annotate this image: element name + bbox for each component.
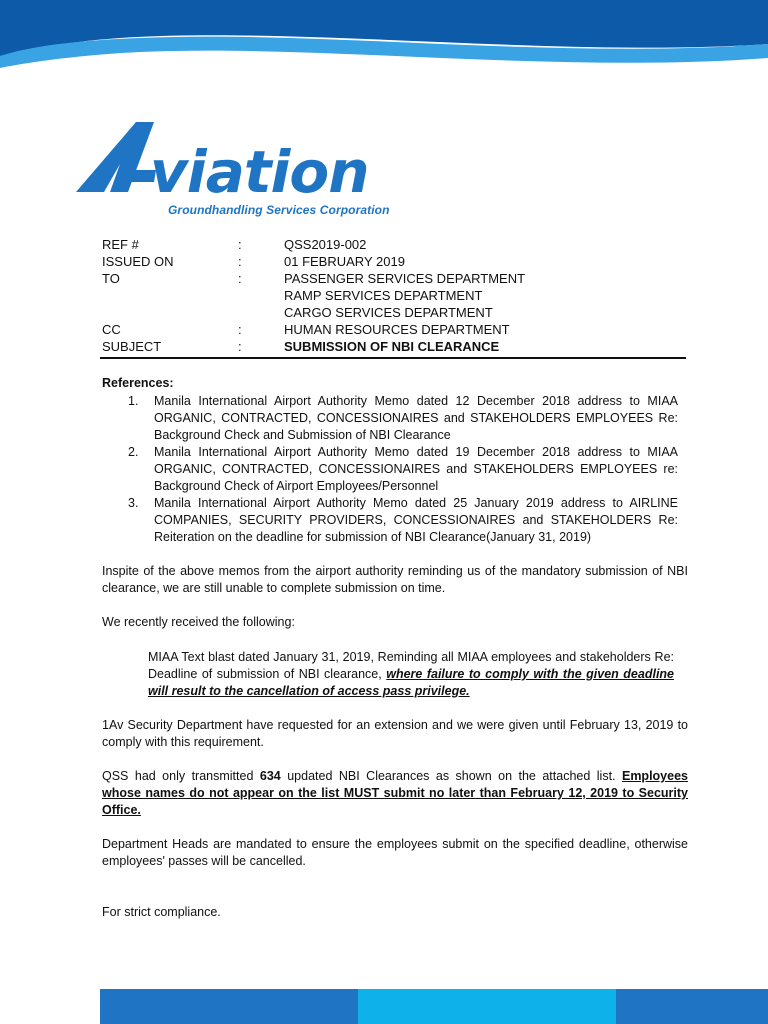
- paragraph-department-heads: Department Heads are mandated to ensure the employees submit on the specified deadline, otherwise employees' passes will be cancelled.: [102, 837, 688, 868]
- references-list: [102, 393, 688, 546]
- paragraph-extension: 1Av Security Department have requested for an extension and we were given until February 13, 2019 to comply with this requirement.: [102, 718, 688, 749]
- memo-header: [102, 236, 684, 355]
- to-label: TO: [102, 271, 120, 286]
- issued-value: 01 FEBRUARY 2019: [284, 254, 405, 269]
- to-label-blank: [102, 287, 238, 304]
- subject-label: SUBJECT: [102, 339, 162, 354]
- footer-bar-segment: [100, 989, 358, 1024]
- header-row-cc: [102, 321, 684, 338]
- cc-label: CC: [102, 322, 121, 337]
- references-title: References:: [102, 376, 174, 390]
- svg-text:viation: viation: [150, 138, 369, 206]
- reference-item: [102, 393, 688, 444]
- ref-value: QSS2019-002: [284, 237, 367, 252]
- header-row-to: [102, 270, 684, 287]
- footer-bar-segment: [358, 989, 616, 1024]
- colon: :: [238, 237, 242, 252]
- issued-label: ISSUED ON: [102, 254, 174, 269]
- reference-item: [102, 444, 688, 495]
- to-value-3: CARGO SERVICES DEPARTMENT: [284, 305, 493, 320]
- colon-blank: [238, 287, 284, 304]
- subject-value: SUBMISSION OF NBI CLEARANCE: [284, 339, 500, 354]
- footer-bar-segment: [616, 989, 768, 1024]
- submission-deadline-notice: Employees whose names do not appear on the list MUST submit no later than February 12, 2019 to Security Office.: [102, 769, 688, 817]
- colon-blank: [238, 304, 284, 321]
- colon: :: [238, 271, 242, 286]
- header-row-to-2: [102, 287, 684, 304]
- reference-number: 1.: [128, 394, 139, 408]
- paragraph-inspite: Inspite of the above memos from the airport authority reminding us of the mandatory submission of NBI clearance, we are still unable to complete submission on time.: [102, 564, 688, 595]
- text-blast-body: MIAA Text blast dated January 31, 2019, Reminding all MIAA employees and stakeholders Re: Deadline of submission of NBI clearance,: [148, 650, 674, 681]
- header-row-issued: [102, 253, 684, 270]
- to-value: PASSENGER SERVICES DEPARTMENT: [284, 271, 526, 286]
- reference-number: 3.: [128, 496, 139, 510]
- colon: :: [238, 339, 242, 354]
- header-row-subject: [102, 338, 684, 355]
- header-row-ref: [102, 236, 684, 253]
- logo-subtitle: Groundhandling Services Corporation: [168, 203, 390, 217]
- to-label-blank: [102, 304, 238, 321]
- text-blast-quote: [102, 649, 688, 700]
- transmitted-count: 634: [259, 769, 281, 783]
- paragraph-compliance: For strict compliance.: [102, 905, 221, 919]
- ref-label: REF #: [102, 237, 139, 252]
- text-blast-warning: where failure to comply with the given deadline will result to the cancellation of access pass privilege.: [148, 667, 675, 698]
- colon: :: [238, 322, 242, 337]
- top-wave-banner: [0, 0, 768, 110]
- memo-body: [102, 375, 688, 921]
- paragraph-transmitted: [102, 768, 688, 819]
- to-value-2: RAMP SERVICES DEPARTMENT: [284, 288, 483, 303]
- cc-value: HUMAN RESOURCES DEPARTMENT: [284, 322, 510, 337]
- reference-text: Manila International Airport Authority Memo dated 12 December 2018 address to MIAA ORGANIC, CONTRACTED, CONCESSIONAIRES and STAKEHOLDERS EMPLOYEES Re: Background Check and Submission of NBI Clearance: [154, 394, 678, 442]
- reference-item: [102, 495, 688, 546]
- reference-number: 2.: [128, 445, 139, 459]
- reference-text: Manila International Airport Authority Memo dated 19 December 2018 address to MIAA ORGANIC, CONTRACTED, CONCESSIONAIRES and STAKEHOLDERS EMPLOYEES re: Background Check of Airport Employees/Personnel: [154, 445, 678, 493]
- reference-text: Manila International Airport Authority Memo dated 25 January 2019 address to AIRLINE COMPANIES, SECURITY PROVIDERS, CONCESSIONAIRES and STAKEHOLDERS Re: Reiteration on the deadline for submission of NBI Clearance(January 31, 2019): [154, 496, 678, 544]
- transmitted-text: QSS had only transmitted: [102, 769, 260, 783]
- footer-color-bar: [100, 989, 768, 1024]
- colon: :: [238, 254, 242, 269]
- paragraph-received: We recently received the following:: [102, 615, 295, 629]
- header-divider: [100, 357, 686, 359]
- header-row-to-3: [102, 304, 684, 321]
- transmitted-text-2: updated NBI Clearances as shown on the attached list.: [280, 769, 622, 783]
